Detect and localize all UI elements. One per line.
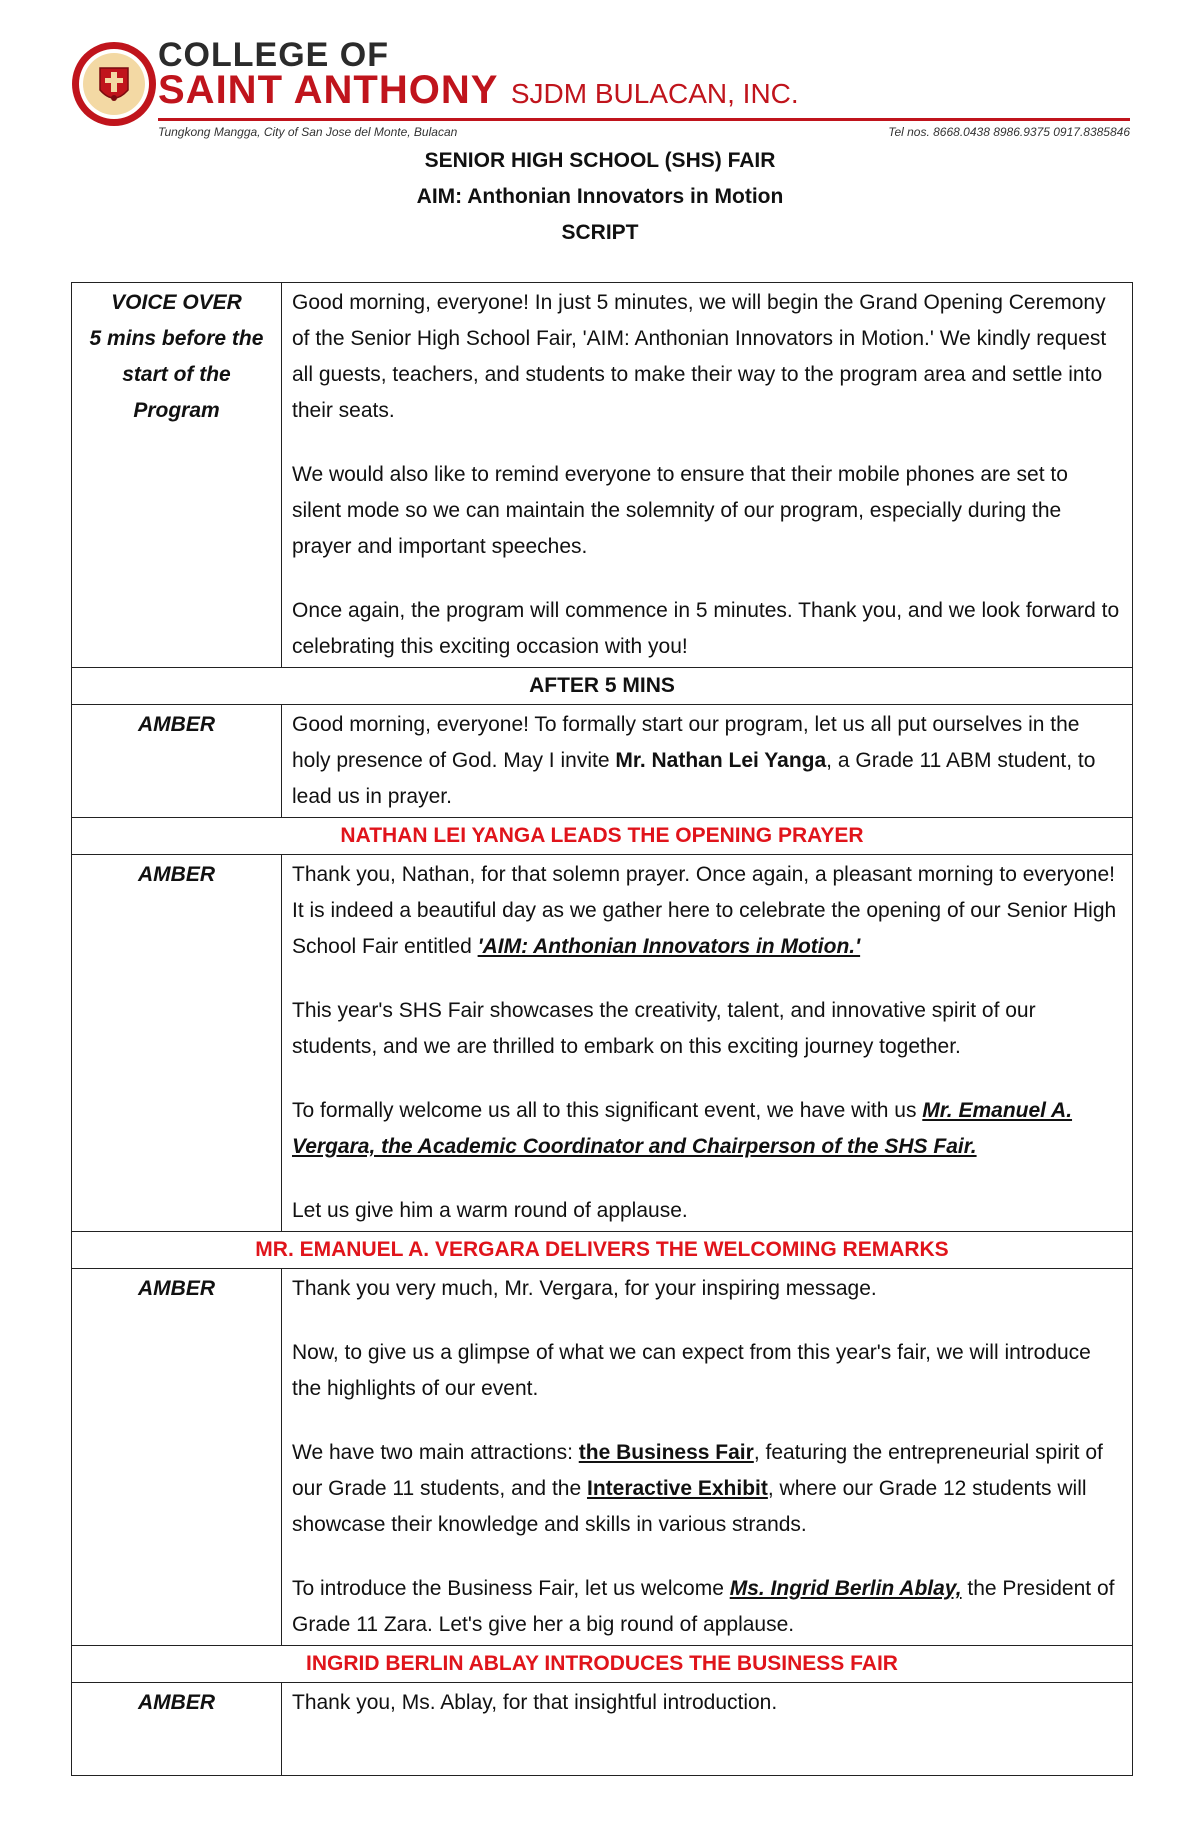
guest-name-emphasis: Mr. Emanuel A. Vergara, the Academic Coordinator and Chairperson of the SHS Fair.	[292, 1099, 1073, 1158]
college-name-main: SAINT ANTHONY	[158, 68, 499, 112]
college-name-sub: SJDM BULACAN, INC.	[510, 78, 799, 109]
script-paragraph	[292, 707, 1122, 815]
script-paragraph	[292, 1571, 1122, 1643]
script-row-amber	[72, 1683, 1133, 1776]
text-run: Good morning, everyone! To formally start our program, let us all put ourselves in the holy presence of God. May I invite	[292, 713, 1080, 772]
script-paragraph	[292, 1093, 1122, 1165]
text-run: , featuring the entrepreneurial spirit of our Grade 11 students, and the	[292, 1441, 1103, 1500]
cue-banner: MR. EMANUEL A. VERGARA DELIVERS THE WELCOMING REMARKS	[72, 1232, 1133, 1269]
attraction-emphasis: the Business Fair	[578, 1441, 754, 1464]
text-run: the President of Grade 11 Zara. Let's give her a big round of applause.	[292, 1577, 1115, 1636]
college-seal-icon	[70, 40, 158, 128]
script-paragraph: Once again, the program will commence in 5 minutes. Thank you, and we look forward to celebrating this exciting occasion with you!	[292, 599, 1120, 658]
speaker-note: 5 mins before the start of the Program	[89, 327, 264, 422]
script-paragraph: Good morning, everyone! In just 5 minutes, we will begin the Grand Opening Ceremony of the Senior High School Fair, 'AIM: Anthonian Innovators in Motion.' We kindly request all guests, teachers, and students to make their way to the program area and settle into their seats.	[292, 291, 1107, 422]
line-cell	[282, 855, 1133, 1232]
script-row-amber	[72, 1269, 1133, 1646]
text-run: To introduce the Business Fair, let us welcome	[292, 1577, 730, 1600]
cue-row-opening-prayer	[72, 818, 1133, 855]
fair-title-emphasis: 'AIM: Anthonian Innovators in Motion.'	[477, 935, 861, 958]
cue-row-business-fair	[72, 1646, 1133, 1683]
speaker-name: AMBER	[72, 1269, 282, 1646]
speaker-name: AMBER	[72, 705, 282, 818]
college-of-text: COLLEGE OF	[158, 36, 389, 74]
line-cell	[282, 283, 1133, 668]
text-run: , where our Grade 12 students will showcase their knowledge and skills in various strands.	[292, 1477, 1087, 1536]
speaker-cell	[72, 283, 282, 668]
script-paragraph: We would also like to remind everyone to ensure that their mobile phones are set to silent mode so we can maintain the solemnity of our program, especially during the prayer and important speeches.	[292, 463, 1068, 558]
text-run: Thank you, Nathan, for that solemn prayer. Once again, a pleasant morning to everyone! It is indeed a beautiful day as we gather here to celebrate the opening of our Senior High School Fair entitled	[292, 863, 1117, 958]
script-paragraph: Let us give him a warm round of applause.	[292, 1199, 688, 1222]
text-run: To formally welcome us all to this significant event, we have with us	[292, 1099, 923, 1122]
text-run: , a Grade 11 ABM student, to lead us in prayer.	[292, 749, 1096, 808]
text-run: We have two main attractions:	[292, 1441, 579, 1464]
document-title	[0, 143, 1200, 251]
cue-banner: INGRID BERLIN ABLAY INTRODUCES THE BUSINESS FAIR	[72, 1646, 1133, 1683]
script-table	[71, 282, 1133, 1776]
college-address: Tungkong Mangga, City of San Jose del Monte, Bulacan	[158, 125, 458, 139]
script-paragraph: This year's SHS Fair showcases the creativity, talent, and innovative spirit of our students, and we are thrilled to embark on this exciting journey together.	[292, 999, 1036, 1058]
speaker-name: AMBER	[72, 855, 282, 1232]
script-paragraph: Now, to give us a glimpse of what we can expect from this year's fair, we will introduce the highlights of our event.	[292, 1341, 1091, 1400]
college-telephone: Tel nos. 8668.0438 8986.9375 0917.8385846	[888, 125, 1130, 139]
cue-banner: AFTER 5 MINS	[72, 668, 1133, 705]
attraction-emphasis: Interactive Exhibit	[586, 1477, 768, 1500]
script-row-amber	[72, 705, 1133, 818]
cue-row-welcoming-remarks	[72, 1232, 1133, 1269]
line-cell	[282, 705, 1133, 818]
script-paragraph	[292, 857, 1122, 965]
script-row-voice-over	[72, 283, 1133, 668]
letterhead-rule	[158, 118, 1130, 121]
script-row-amber	[72, 855, 1133, 1232]
title-line-2: AIM: Anthonian Innovators in Motion	[416, 185, 784, 208]
title-line-1: SENIOR HIGH SCHOOL (SHS) FAIR	[424, 149, 776, 172]
script-paragraph: Thank you very much, Mr. Vergara, for your inspiring message.	[292, 1277, 877, 1300]
line-cell	[282, 1269, 1133, 1646]
script-paragraph	[292, 1435, 1122, 1543]
letterhead	[70, 36, 1130, 146]
line-cell	[282, 1683, 1133, 1776]
cue-banner: NATHAN LEI YANGA LEADS THE OPENING PRAYER	[72, 818, 1133, 855]
cue-row-after-5-mins	[72, 668, 1133, 705]
highlighted-name: Mr. Nathan Lei Yanga	[615, 749, 827, 772]
speaker-name: AMBER	[72, 1683, 282, 1776]
speaker-name: VOICE OVER	[111, 291, 242, 314]
college-name	[158, 68, 799, 113]
title-line-3: SCRIPT	[561, 221, 639, 244]
guest-name-emphasis: Ms. Ingrid Berlin Ablay,	[729, 1577, 962, 1600]
script-paragraph: Thank you, Ms. Ablay, for that insightful introduction.	[292, 1691, 778, 1714]
